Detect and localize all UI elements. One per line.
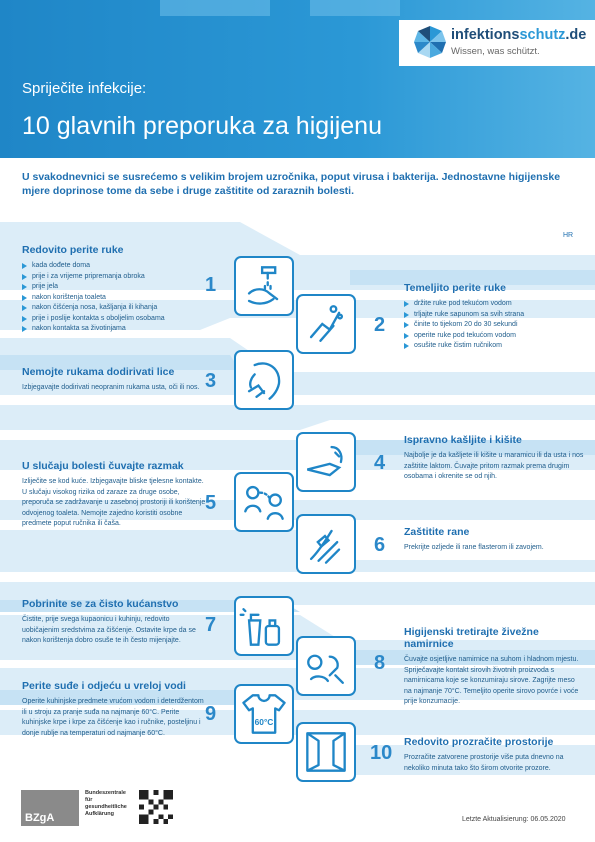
tip-number: 4	[374, 452, 386, 474]
tip-2	[404, 282, 584, 352]
window-icon	[296, 722, 356, 782]
tip-text: Operite kuhinjske predmete vrućom vodom i deterdžentom ili u stroju za pranje suđa na najmanje 60°C. Perite kuhinjske krpe i krpe za čišćenje kao i ručnike, posteljinu i donje rublje na temperaturi od najmanje 60°C.	[22, 698, 204, 737]
list-item: činite to tijekom 20 do 30 sekundi	[404, 320, 584, 331]
list-item: kada dođete doma	[22, 261, 222, 272]
list-item: nakon čišćenja nosa, kašljanja ili kihanja	[22, 303, 222, 314]
tip-number: 1	[205, 274, 217, 296]
tip-title: Higijenski tretirajte živežne namirnice	[404, 626, 539, 650]
tip-1	[22, 244, 222, 335]
tip-number: 2	[374, 314, 386, 336]
tip-text: Prozračite zatvorene prostorije više puta dnevno na nekoliko minuta tako što širom otvorite prozore.	[404, 754, 564, 772]
bandage-hand-icon	[296, 514, 356, 574]
hands-soap-icon	[296, 294, 356, 354]
list-item: nakon korištenja toaleta	[22, 293, 222, 304]
tip-6	[404, 526, 584, 554]
tip-title: Perite suđe i odjeću u vreloj vodi	[22, 680, 186, 692]
tip-text: Izliječite se kod kuće. Izbjegavajte bliske tjelesne kontakte. U slučaju visokog rizika od zaraze za druge osobe, preporuča se zadržavanje u zasebnoj prostoriji ili korištenje odvojenog toaleta. Nemojte zajedno koristiti osobne predmete poput ručnika ili čaša.	[22, 478, 206, 527]
tip-4	[404, 434, 584, 483]
tip-10	[404, 736, 584, 774]
tip-5	[22, 460, 207, 530]
list-item: prije jela	[22, 282, 222, 293]
logo-name: infektionsschutz.de	[451, 27, 587, 43]
tip-number: 6	[374, 534, 386, 556]
tip-number: 10	[370, 742, 393, 764]
qr-code-icon[interactable]	[139, 790, 173, 824]
tip-number: 5	[205, 492, 217, 514]
tip-text: Čuvajte osjetljive namirnice na suhom i hladnom mjestu. Spriječavajte kontakt sirovih životnih proizvoda s namirnicama koje se konzumiraju sirove. Zagrijte meso na najmanje 70°C. Temeljito operite sirovo povrće i voće prije konzumacije.	[404, 656, 579, 705]
list-item: prije i poslije kontakta s oboljelim osobama	[22, 314, 222, 325]
tip-9	[22, 680, 207, 739]
temperature-label: 60°C	[254, 717, 274, 728]
tip-3	[22, 366, 212, 394]
tip-list	[404, 299, 584, 352]
bzga-name-line: Bundeszentrale	[85, 790, 126, 796]
list-item: prije i za vrijeme pripremanja obroka	[22, 272, 222, 283]
last-updated: Letzte Aktualisierung: 06.05.2020	[462, 816, 566, 823]
cough-elbow-icon	[296, 432, 356, 492]
tip-number: 7	[205, 614, 217, 636]
tip-title: Nemojte rukama dodirivati lice	[22, 366, 175, 378]
logo-tagline: Wissen, was schützt.	[451, 46, 540, 57]
list-item: trljajte ruke sapunom sa svih strana	[404, 310, 584, 321]
bzga-logo-box	[21, 790, 79, 826]
language-code: HR	[563, 232, 574, 239]
tip-title: U slučaju bolesti čuvajte razmak	[22, 460, 184, 472]
tip-number: 8	[374, 652, 386, 674]
tip-text: Prekrijte ozljede ili rane flasterom ili zavojem.	[404, 544, 544, 551]
page-subtitle: Spriječite infekcije:	[22, 80, 147, 97]
tip-number: 3	[205, 370, 217, 392]
tip-title: Pobrinite se za čisto kućanstvo	[22, 598, 179, 610]
tip-title: Zaštitite rane	[404, 526, 470, 538]
bzga-logo-text: BZgA	[25, 812, 55, 824]
list-item: osušite ruke čistim ručnikom	[404, 341, 584, 352]
intro-text: U svakodnevnici se susrećemo s velikim brojem uzročnika, poput virusa i bakterija. Jednostavne higijenske mjere doprinose tome da sebe i druge zaštitite od zaraznih bolesti.	[22, 171, 561, 197]
tip-text: Čistite, prije svega kupaonicu i kuhinju, redovito uobičajenim sredstvima za čišćenje. Ostavite krpe da se nakon korištenja dobro osuše te ih često mijenjajte.	[22, 616, 196, 644]
bzga-name-line: Aufklärung	[85, 811, 115, 817]
bzga-name-line: für	[85, 797, 93, 803]
bzga-name-line: gesundheitliche	[85, 804, 127, 810]
tip-title: Redovito prozračite prostorije	[404, 736, 554, 748]
food-icon	[296, 636, 356, 696]
tip-7	[22, 598, 202, 647]
list-item: držite ruke pod tekućom vodom	[404, 299, 584, 310]
distance-icon	[234, 472, 294, 532]
list-item: operite ruke pod tekućom vodom	[404, 331, 584, 342]
cleaning-spray-icon	[234, 596, 294, 656]
tip-text: Izbjegavajte dodirivati neopranim rukama usta, oči ili nos.	[22, 384, 200, 391]
handwash-icon	[234, 256, 294, 316]
face-touch-icon	[234, 350, 294, 410]
list-item: nakon kontakta sa životinjama	[22, 324, 222, 335]
tip-8	[404, 626, 584, 708]
tip-title: Redovito perite ruke	[22, 244, 124, 256]
tip-title: Temeljito perite ruke	[404, 282, 506, 294]
tshirt-60c-icon	[234, 684, 294, 744]
tip-list	[22, 261, 222, 335]
page-title: 10 glavnih preporuka za higijenu	[22, 112, 382, 140]
tip-title: Ispravno kašljite i kišite	[404, 434, 522, 446]
tip-number: 9	[205, 703, 217, 725]
tip-text: Najbolje je da kašljete ili kišite u maramicu ili da usta i nos zaštitite laktom. Čuvajte pritom razmak prema drugim osobama i okrenite se od njih.	[404, 452, 584, 480]
